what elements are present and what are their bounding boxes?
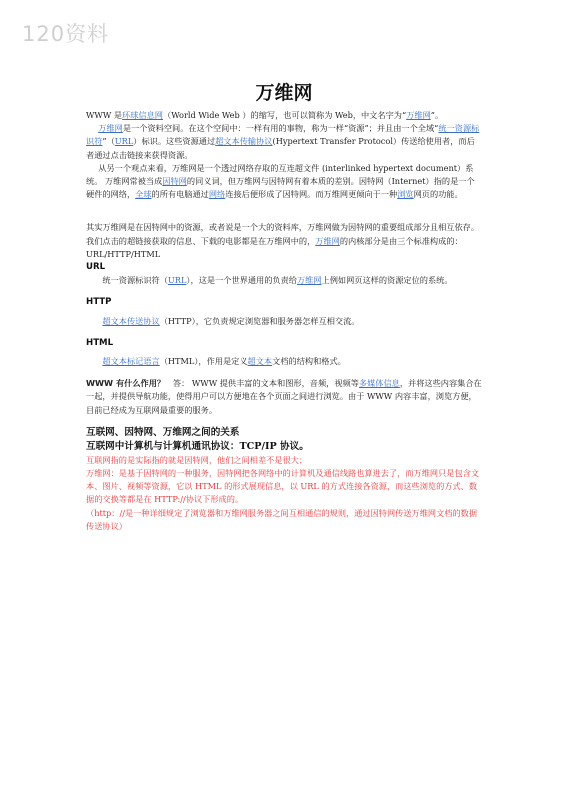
- note-internet: 互联网指的是实际指的就是因特网，他们之间相差不是很大；: [86, 454, 308, 465]
- link-http[interactable]: 超文本传输协议: [215, 136, 273, 147]
- link-wanweiwang[interactable]: 万维网: [296, 275, 322, 286]
- paragraph-viewpoint: [86, 162, 482, 202]
- note-wanweiwang: 万维网：是基于因特网的一种服务，因特网把各网络中的计算机及通信线路也算进去了，而万维网只是包含文本、图片、视频等资源，它以 HTML 的形式展现信息，以 URL 的方式连接各资源，而这些浏览的方式、数据的交换等都是在 HTTP://协议下形成的。: [86, 468, 480, 505]
- text: ）标识。这些资源通过: [133, 136, 216, 147]
- paragraph-html: [86, 355, 482, 368]
- watermark: 120资料: [22, 22, 110, 46]
- text: （HTML），作用是定义: [159, 356, 248, 367]
- link-browse[interactable]: 浏览: [397, 189, 414, 200]
- link-global[interactable]: 全球: [135, 189, 152, 200]
- heading-url: URL: [86, 262, 106, 273]
- text: ”（: [102, 136, 115, 147]
- note-http: （http：//是一种详细规定了浏览器和万维网服务器之间互相通信的规则，通过因特网传送万维网文档的数据传送协议）: [86, 507, 478, 531]
- text: ），这是一个世界通用的负责给: [186, 275, 297, 286]
- text: （HTTP），它负责规定浏览器和服务器怎样互相交流。: [159, 315, 360, 326]
- link-global-info-net[interactable]: 环球信息网: [122, 110, 163, 120]
- link-hypertext[interactable]: 超文本: [247, 356, 273, 367]
- paragraph-url: [86, 274, 482, 287]
- text: 的内核部分是由三个标准构成的：URL/HTTP/HTML: [86, 235, 463, 259]
- heading-relation: 互联网、因特网、万维网之间的关系: [86, 426, 240, 438]
- link-wanweiwang[interactable]: 万维网: [315, 235, 340, 246]
- text: 连接后便形成了因特网。而万维网更倾向于一种: [225, 189, 398, 200]
- paragraph-www-function: [86, 377, 482, 417]
- text: 上例如网页这样的资源定位的系统。: [321, 275, 453, 286]
- text: 答： WWW 提供丰富的文本和图形，音频，视频等: [172, 378, 359, 389]
- heading-http: HTTP: [86, 297, 112, 308]
- document-page: [86, 78, 482, 533]
- text: 的同义词，但万维网与因特网有着本质的差别。因特网（Internet）指的是一个硬件的网络，: [86, 176, 475, 200]
- link-wanweiwang[interactable]: 万维网: [98, 123, 123, 134]
- text: （World Wide Web ）的缩写，也可以简称为 Web，中文名字为“: [163, 110, 407, 120]
- paragraph-resource-space: [86, 122, 482, 162]
- link-url[interactable]: URL: [114, 136, 134, 147]
- page-title: 万维网: [255, 82, 313, 104]
- heading-html: HTML: [86, 337, 114, 348]
- paragraph-http: [86, 315, 482, 328]
- text: (Hypertext Transfer Protocol）传送给使用者，而后者通过点击链接来获得资源。: [86, 136, 475, 160]
- link-hypertext-transfer[interactable]: 超文本传送协议: [102, 315, 160, 326]
- link-wanweiwang[interactable]: 万维网: [406, 110, 431, 120]
- text: ”。: [430, 110, 444, 120]
- heading-tcpip: 互联网中计算机与计算机通讯协议：TCP/IP 协议。: [86, 440, 309, 452]
- text: 统一资源标识符（: [102, 275, 168, 286]
- text: 网页的功能。: [413, 189, 463, 200]
- link-network[interactable]: 网络: [208, 189, 226, 200]
- link-multimedia[interactable]: 多媒体信息: [358, 378, 400, 389]
- link-uri[interactable]: 统一资源标识符: [86, 123, 480, 147]
- link-hypertext-markup[interactable]: 超文本标记语言: [102, 356, 160, 367]
- text: 文档的结构和格式。: [272, 356, 346, 367]
- text: 从另一个观点来看，万维网是一个透过网络存取的互连超文件 (interlinked hypertext document）系统。 万维网常被当成: [86, 162, 474, 187]
- link-url[interactable]: URL: [167, 275, 187, 286]
- text: 的所有电脑通过: [151, 189, 209, 200]
- text: 是一个资料空间。在这个空间中：一样有用的事物，称为一样“资源”；并且由一个全域“: [122, 123, 439, 134]
- paragraph-intro: [86, 109, 482, 122]
- link-internet[interactable]: 因特网: [162, 176, 187, 187]
- text: ，并将这些内容集合在一起，并提供导航功能，使得用户可以方便地在各个页面之间进行浏览。由于 WWW 内容丰富，浏览方便，目前已经成为互联网最重要的服务。: [86, 378, 482, 415]
- paragraph-core-standards: [86, 221, 482, 261]
- heading-www-function: WWW 有什么作用？: [86, 378, 166, 389]
- text: 其实万维网是在因特网中的资源，或者说是一个大的资料库，万维网做为因特网的重要组成部分且相互依存。我们点击的超链接获取的信息、下载的电影都是在万维网中的，: [86, 222, 480, 246]
- text: WWW 是: [86, 110, 123, 120]
